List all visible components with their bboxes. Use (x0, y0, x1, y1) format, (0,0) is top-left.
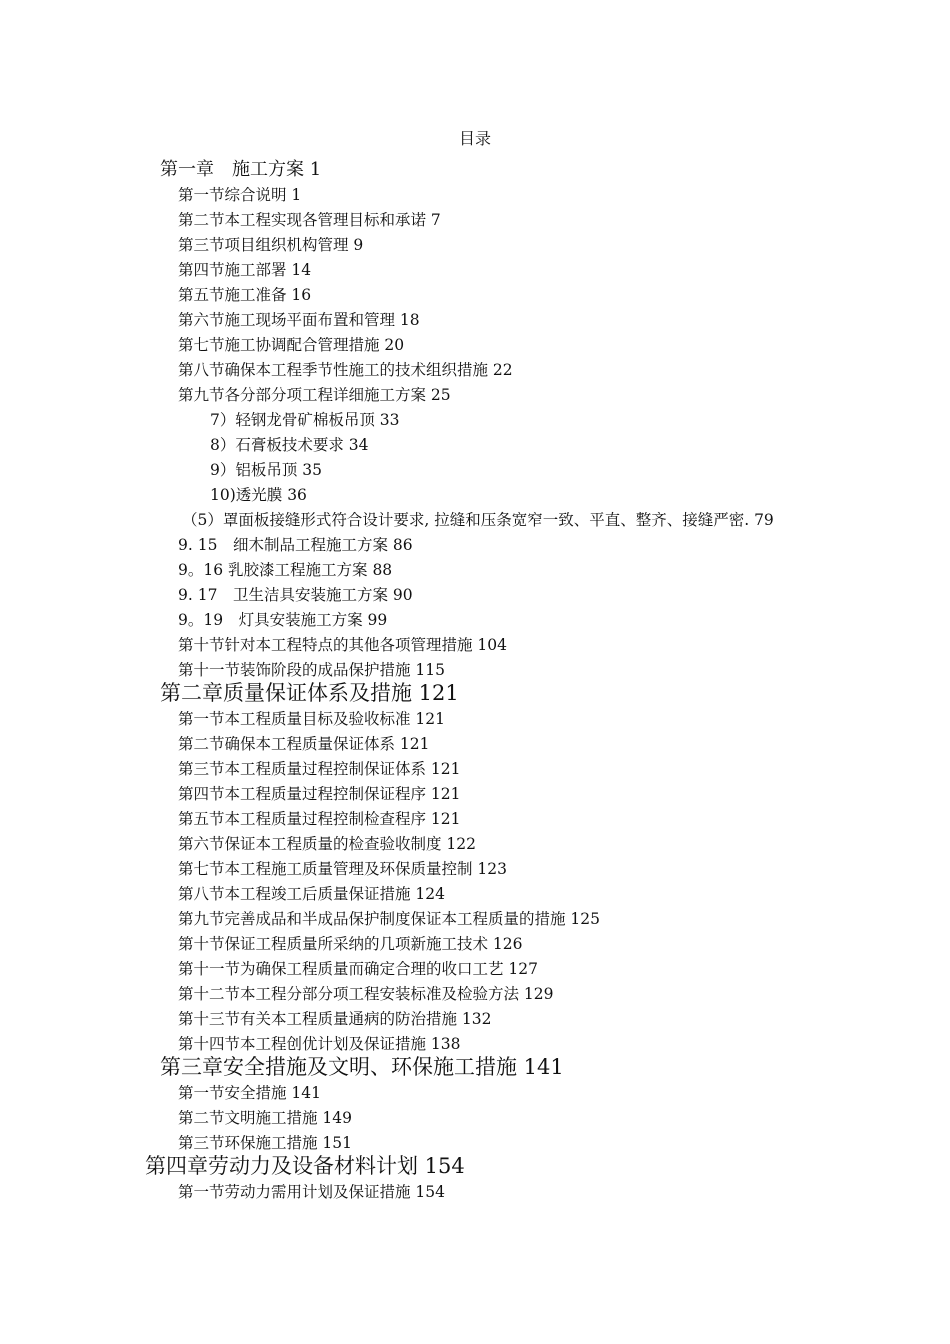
toc-subentry[interactable]: 10)透光膜 36 (210, 486, 307, 504)
toc-entry[interactable]: 第六节保证本工程质量的检查验收制度 122 (178, 835, 477, 853)
toc-entry[interactable]: 第二节本工程实现各管理目标和承诺 7 (178, 211, 441, 229)
toc-entry[interactable]: 第一节安全措施 141 (178, 1084, 322, 1102)
toc-entry[interactable]: 第一节劳动力需用计划及保证措施 154 (178, 1183, 446, 1201)
toc-entry[interactable]: 第七节本工程施工质量管理及环保质量控制 123 (178, 860, 508, 878)
toc-entry[interactable]: 第三节环保施工措施 151 (178, 1134, 353, 1152)
toc-subentry[interactable]: （5）罩面板接缝形式符合设计要求, 拉缝和压条宽窄一致、平直、整齐、接缝严密. 79 (182, 511, 774, 529)
toc-title: 目录 (458, 129, 491, 148)
toc-chapter-2[interactable]: 第二章质量保证体系及措施 121 (160, 681, 459, 705)
toc-entry[interactable]: 第六节施工现场平面布置和管理 18 (178, 311, 420, 329)
toc-entry[interactable]: 第七节施工协调配合管理措施 20 (178, 336, 405, 354)
toc-chapter-3[interactable]: 第三章安全措施及文明、环保施工措施 141 (160, 1055, 564, 1079)
toc-chapter-4[interactable]: 第四章劳动力及设备材料计划 154 (145, 1154, 465, 1178)
toc-entry[interactable]: 第四节本工程质量过程控制保证程序 121 (178, 785, 461, 803)
toc-entry[interactable]: 第二节确保本工程质量保证体系 121 (178, 735, 430, 753)
toc-entry[interactable]: 第十三节有关本工程质量通病的防治措施 132 (178, 1010, 492, 1028)
toc-entry[interactable]: 第九节各分部分项工程详细施工方案 25 (178, 386, 451, 404)
toc-entry[interactable]: 第八节确保本工程季节性施工的技术组织措施 22 (178, 361, 513, 379)
toc-entry[interactable]: 第五节施工准备 16 (178, 286, 312, 304)
toc-entry[interactable]: 第一节综合说明 1 (178, 186, 302, 204)
toc-entry[interactable]: 第九节完善成品和半成品保护制度保证本工程质量的措施 125 (178, 910, 601, 928)
toc-entry[interactable]: 第三节项目组织机构管理 9 (178, 236, 364, 254)
toc-subentry[interactable]: 8）石膏板技术要求 34 (210, 436, 369, 454)
toc-entry[interactable]: 第十节针对本工程特点的其他各项管理措施 104 (178, 636, 508, 654)
toc-entry[interactable]: 第五节本工程质量过程控制检查程序 121 (178, 810, 461, 828)
toc-entry[interactable]: 第二节文明施工措施 149 (178, 1109, 353, 1127)
toc-entry[interactable]: 9. 15 细木制品工程施工方案 86 (178, 536, 413, 554)
toc-entry[interactable]: 9。19 灯具安装施工方案 99 (178, 611, 388, 629)
toc-entry[interactable]: 第十节保证工程质量所采纳的几项新施工技术 126 (178, 935, 523, 953)
toc-chapter-1[interactable]: 第一章 施工方案 1 (160, 159, 322, 180)
toc-entry[interactable]: 第十四节本工程创优计划及保证措施 138 (178, 1035, 461, 1053)
toc-entry[interactable]: 第十一节装饰阶段的成品保护措施 115 (178, 661, 446, 679)
toc-entry[interactable]: 第八节本工程竣工后质量保证措施 124 (178, 885, 446, 903)
toc-entry[interactable]: 第十一节为确保工程质量而确定合理的收口工艺 127 (178, 960, 539, 978)
toc-entry[interactable]: 第三节本工程质量过程控制保证体系 121 (178, 760, 461, 778)
toc-entry[interactable]: 9。16 乳胶漆工程施工方案 88 (178, 561, 393, 579)
toc-entry[interactable]: 第十二节本工程分部分项工程安装标准及检验方法 129 (178, 985, 554, 1003)
toc-subentry[interactable]: 9）铝板吊顶 35 (210, 461, 323, 479)
toc-entry[interactable]: 第一节本工程质量目标及验收标准 121 (178, 710, 446, 728)
toc-entry[interactable]: 第四节施工部署 14 (178, 261, 312, 279)
toc-entry[interactable]: 9. 17 卫生洁具安装施工方案 90 (178, 586, 413, 604)
toc-subentry[interactable]: 7）轻钢龙骨矿棉板吊顶 33 (210, 411, 400, 429)
